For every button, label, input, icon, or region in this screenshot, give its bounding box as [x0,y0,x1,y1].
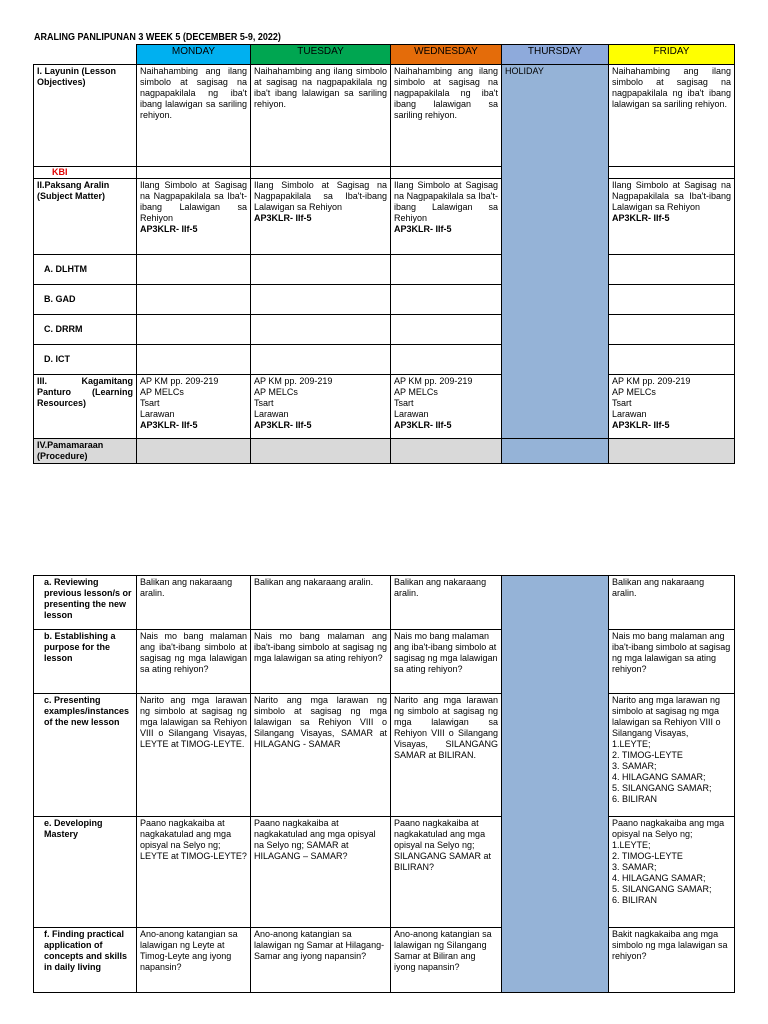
purpose-wednesday: Nais mo bang malaman ang iba't-ibang simbolo at sagisag ng mga lalawigan sa ating rehiyon? [391,630,502,694]
subject-code: AP3KLR- IIf-5 [394,224,452,234]
label-mastery: e. Developing Mastery [34,817,137,928]
resource-code: AP3KLR- IIf-5 [140,420,198,430]
objectives-monday: Naihahambing ang ilang simbolo at sagisag na nagpapakilala ng iba't ibang lalawigan sa sariling rehiyon. [137,65,251,167]
review-monday: Balikan ang nakaraang aralin. [137,576,251,630]
resource-line: AP KM pp. 209-219 [254,376,333,386]
mastery-wednesday: Paano nagkakaiba at nagkakatulad ang mga opisyal na Selyo ng; SILANGANG SAMAR at BILIRAN? [391,817,502,928]
dlhtm-friday [609,255,735,285]
examples-monday: Narito ang mga larawan ng simbolo at sagisag ng mga lalawigan sa Rehiyon VIII o Silangang Visayas, LEYTE at TIMOG-LEYTE. [137,694,251,817]
examples-tuesday: Narito ang mga larawan ng simbolo at sagisag ng mga lalawigan sa Rehiyon VIII o Silangang Visayas, SAMAR at HILAGANG - SAMAR [251,694,391,817]
resources-tuesday [251,375,391,439]
gad-tuesday [251,285,391,315]
examples-wednesday: Narito ang mga larawan ng simbolo at sagisag ng mga lalawigan sa Rehiyon VIII o Silangang Visayas, SILANGANG SAMAR at BILIRAN. [391,694,502,817]
objectives-tuesday: Naihahambing ang ilang simbolo at sagisag na nagpapakilala ng iba't ibang lalawigan sa sariling rehiyon. [251,65,391,167]
practical-tuesday: Ano-anong katangian sa lalawigan ng Samar at Hilagang-Samar ang iyong napansin? [251,928,391,993]
purpose-friday: Nais mo bang malaman ang iba't-ibang simbolo at sagisag ng mga lalawigan sa ating rehiyon? [609,630,735,694]
ict-tuesday [251,345,391,375]
thursday-blank-cell [502,576,609,993]
label-kbi: KBI [34,167,137,179]
subject-text: Ilang Simbolo at Sagisag na Nagpapakilala sa Iba't-ibang Lalawigan sa Rehiyon [394,180,498,223]
resource-line: AP MELCs [394,387,438,397]
list-item: 4. HILAGANG SAMAR; [612,772,706,782]
list-item: 1.LEYTE; [612,840,651,850]
ict-wednesday [391,345,502,375]
practical-friday: Bakit nagkakaiba ang mga simbolo ng mga lalawigan sa rehiyon? [609,928,735,993]
label-subject: II.Paksang Aralin (Subject Matter) [34,179,137,255]
subject-code: AP3KLR- IIf-5 [254,213,312,223]
subject-code: AP3KLR- IIf-5 [140,224,198,234]
subject-wednesday [391,179,502,255]
subject-friday [609,179,735,255]
list-item: 3. SAMAR; [612,761,657,771]
mastery-tuesday: Paano nagkakaiba at nagkakatulad ang mga opisyal na Selyo ng; SAMAR at HILAGANG – SAMAR? [251,817,391,928]
review-friday: Balikan ang nakaraang aralin. [609,576,735,630]
objectives-wednesday: Naihahambing ang ilang simbolo at sagisag na nagpapakilala ng iba't ibang lalawigan sa sariling rehiyon. [391,65,502,167]
header-monday: MONDAY [137,45,251,65]
resource-code: AP3KLR- IIf-5 [612,420,670,430]
resources-monday [137,375,251,439]
ict-monday [137,345,251,375]
resource-line: AP MELCs [612,387,656,397]
kbi-monday [137,167,251,179]
label-review: a. Reviewing previous lesson/s or presenting the new lesson [34,576,137,630]
holiday-label: HOLIDAY [505,66,544,76]
resource-code: AP3KLR- IIf-5 [394,420,452,430]
resource-line: Larawan [254,409,289,419]
label-procedure: IV.Pamamaraan (Procedure) [34,439,137,464]
dlhtm-monday [137,255,251,285]
dlhtm-wednesday [391,255,502,285]
resources-wednesday [391,375,502,439]
header-tuesday: TUESDAY [251,45,391,65]
examples-friday-intro: Narito ang mga larawan ng simbolo at sagisag ng mga lalawigan sa Rehiyon VIII o Silangang Visayas, [612,695,721,738]
label-gad: B. GAD [34,285,137,315]
examples-friday [609,694,735,817]
list-item: 3. SAMAR; [612,862,657,872]
list-item: 2. TIMOG-LEYTE [612,851,683,861]
label-ict: D. ICT [34,345,137,375]
label-examples: c. Presenting examples/instances of the new lesson [34,694,137,817]
resource-line: AP KM pp. 209-219 [394,376,473,386]
resource-line: Larawan [394,409,429,419]
label-objectives: I. Layunin (Lesson Objectives) [34,65,137,167]
list-item: 1.LEYTE; [612,739,651,749]
resource-line: Tsart [612,398,632,408]
ict-friday [609,345,735,375]
gad-wednesday [391,285,502,315]
resource-line: Larawan [612,409,647,419]
label-drrm: C. DRRM [34,315,137,345]
resource-line: Tsart [394,398,414,408]
kbi-friday [609,167,735,179]
drrm-wednesday [391,315,502,345]
review-tuesday: Balikan ang nakaraang aralin. [251,576,391,630]
purpose-tuesday: Nais mo bang malaman ang iba't-ibang simbolo at sagisag ng mga lalawigan sa ating rehiyon? [251,630,391,694]
resource-line: AP MELCs [254,387,298,397]
procedure-wednesday [391,439,502,464]
procedure-friday [609,439,735,464]
kbi-wednesday [391,167,502,179]
document-title: ARALING PANLIPUNAN 3 WEEK 5 (DECEMBER 5-9, 2022) [34,32,281,43]
mastery-friday-intro: Paano nagkakaiba ang mga opisyal na Selyo ng; [612,818,725,839]
resources-friday [609,375,735,439]
subject-code: AP3KLR- IIf-5 [612,213,670,223]
lesson-plan-table-top [33,44,735,464]
header-wednesday: WEDNESDAY [391,45,502,65]
resource-line: Tsart [140,398,160,408]
thursday-holiday-cell [502,65,609,439]
label-practical: f. Finding practical application of concepts and skills in daily living [34,928,137,993]
lesson-plan-table-bottom [33,575,735,993]
resource-line: Tsart [254,398,274,408]
resource-line: AP KM pp. 209-219 [140,376,219,386]
subject-tuesday [251,179,391,255]
practical-monday: Ano-anong katangian sa lalawigan ng Leyte at Timog-Leyte ang iyong napansin? [137,928,251,993]
list-item: 5. SILANGANG SAMAR; [612,783,712,793]
list-item: 4. HILAGANG SAMAR; [612,873,706,883]
label-purpose: b. Establishing a purpose for the lesson [34,630,137,694]
subject-text: Ilang Simbolo at Sagisag na Nagpapakilala sa Iba't-ibang Lalawigan sa Rehiyon [612,180,731,212]
purpose-monday: Nais mo bang malaman ang iba't-ibang simbolo at sagisag ng mga lalawigan sa ating rehiyon? [137,630,251,694]
drrm-friday [609,315,735,345]
procedure-monday [137,439,251,464]
procedure-tuesday [251,439,391,464]
gad-friday [609,285,735,315]
mastery-friday [609,817,735,928]
resource-line: AP KM pp. 209-219 [612,376,691,386]
header-thursday: THURSDAY [502,45,609,65]
label-dlhtm: A. DLHTM [34,255,137,285]
label-resources: III. Kagamitang Panturo (Learning Resources) [34,375,137,439]
subject-text: Ilang Simbolo at Sagisag na Nagpapakilala sa Iba't-ibang Lalawigan sa Rehiyon [140,180,247,223]
resource-line: AP MELCs [140,387,184,397]
header-blank [34,45,137,65]
subject-monday [137,179,251,255]
resource-line: Larawan [140,409,175,419]
mastery-monday: Paano nagkakaiba at nagkakatulad ang mga opisyal na Selyo ng; LEYTE at TIMOG-LEYTE? [137,817,251,928]
subject-text: Ilang Simbolo at Sagisag na Nagpapakilala sa Iba't-ibang Lalawigan sa Rehiyon [254,180,387,212]
objectives-friday: Naihahambing ang ilang simbolo at sagisag na nagpapakilala ng iba't ibang lalawigan sa sariling rehiyon. [609,65,735,167]
list-item: 5. SILANGANG SAMAR; [612,884,712,894]
procedure-thursday [502,439,609,464]
practical-wednesday: Ano-anong katangian sa lalawigan ng Silangang Samar at Biliran ang iyong napansin? [391,928,502,993]
gad-monday [137,285,251,315]
review-wednesday: Balikan ang nakaraang aralin. [391,576,502,630]
list-item: 6. BILIRAN [612,895,658,905]
list-item: 2. TIMOG-LEYTE [612,750,683,760]
drrm-tuesday [251,315,391,345]
resource-code: AP3KLR- IIf-5 [254,420,312,430]
dlhtm-tuesday [251,255,391,285]
list-item: 6. BILIRAN [612,794,658,804]
drrm-monday [137,315,251,345]
kbi-tuesday [251,167,391,179]
header-friday: FRIDAY [609,45,735,65]
